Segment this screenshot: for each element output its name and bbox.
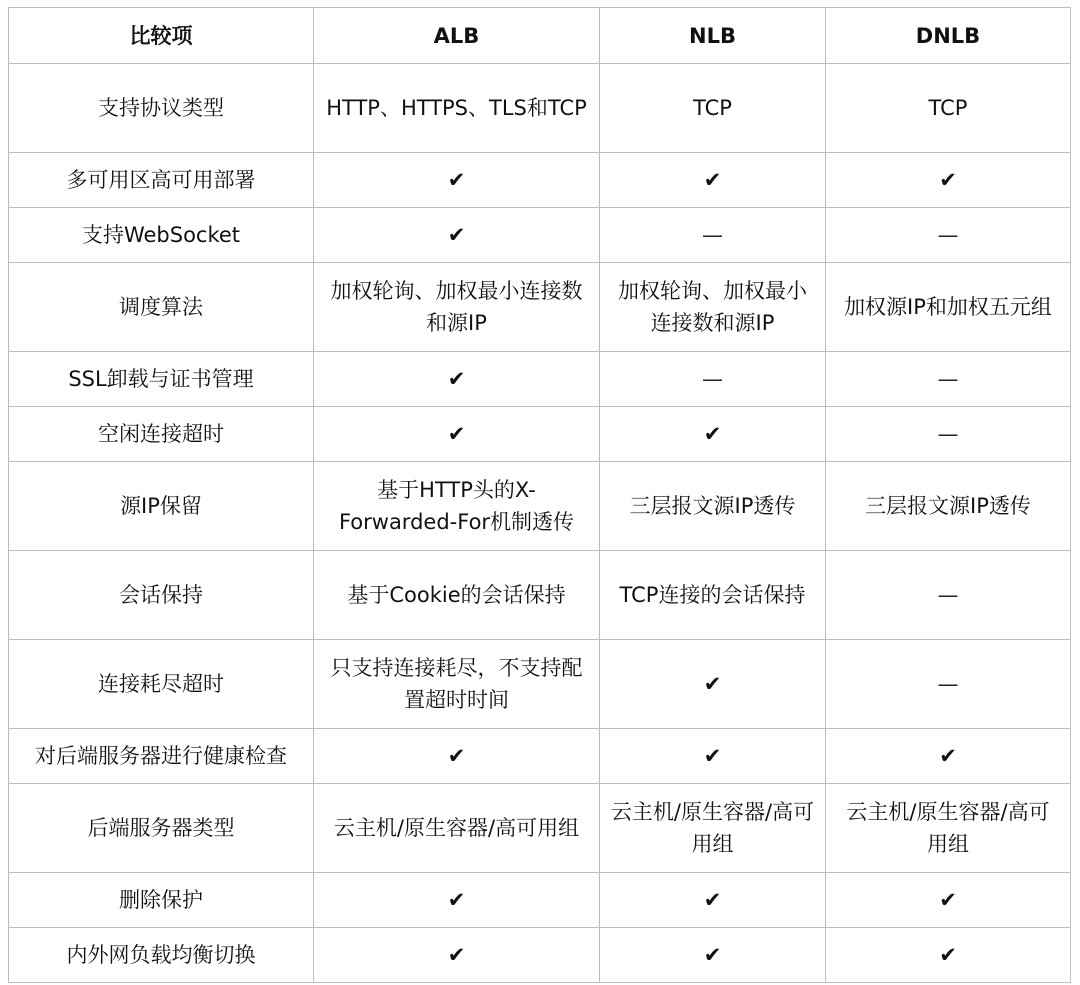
nlb-check-icon: ✔ (600, 729, 826, 784)
header-cell-dnlb: DNLB (826, 8, 1071, 64)
table-row (9, 784, 1071, 873)
table-row (9, 729, 1071, 784)
row-label-cell: 多可用区高可用部署 (9, 153, 314, 208)
table-row (9, 407, 1071, 462)
header-row (9, 8, 1071, 64)
nlb-check-icon: ✔ (600, 873, 826, 928)
alb-cell: 基于Cookie的会话保持 (314, 551, 600, 640)
nlb-check-icon: ✔ (600, 928, 826, 983)
nlb-check-icon: ✔ (600, 640, 826, 729)
alb-check-icon: ✔ (314, 153, 600, 208)
header-cell-item: 比较项 (9, 8, 314, 64)
alb-cell: 云主机/原生容器/高可用组 (314, 784, 600, 873)
dnlb-cell: TCP (826, 64, 1071, 153)
table-row (9, 208, 1071, 263)
row-label-cell: 支持协议类型 (9, 64, 314, 153)
row-label-cell: 对后端服务器进行健康检查 (9, 729, 314, 784)
nlb-check-icon: ✔ (600, 407, 826, 462)
alb-check-icon: ✔ (314, 352, 600, 407)
dnlb-check-icon: ✔ (826, 729, 1071, 784)
header-cell-alb: ALB (314, 8, 600, 64)
dnlb-check-icon: ✔ (826, 153, 1071, 208)
header-cell-nlb: NLB (600, 8, 826, 64)
dnlb-dash: — (826, 407, 1071, 462)
alb-cell: 基于HTTP头的X-Forwarded-For机制透传 (314, 462, 600, 551)
dnlb-cell: 三层报文源IP透传 (826, 462, 1071, 551)
dnlb-cell: 云主机/原生容器/高可用组 (826, 784, 1071, 873)
dnlb-dash: — (826, 352, 1071, 407)
row-label-cell: 连接耗尽超时 (9, 640, 314, 729)
row-label-cell: 源IP保留 (9, 462, 314, 551)
table-row (9, 462, 1071, 551)
alb-cell: HTTP、HTTPS、TLS和TCP (314, 64, 600, 153)
table-row (9, 64, 1071, 153)
alb-check-icon: ✔ (314, 873, 600, 928)
row-label-cell: 后端服务器类型 (9, 784, 314, 873)
alb-check-icon: ✔ (314, 729, 600, 784)
nlb-cell: 云主机/原生容器/高可用组 (600, 784, 826, 873)
dnlb-check-icon: ✔ (826, 873, 1071, 928)
dnlb-check-icon: ✔ (826, 928, 1071, 983)
table-row (9, 928, 1071, 983)
alb-cell: 只支持连接耗尽，不支持配置超时时间 (314, 640, 600, 729)
row-label-cell: 调度算法 (9, 263, 314, 352)
nlb-cell: TCP连接的会话保持 (600, 551, 826, 640)
table-row (9, 153, 1071, 208)
dnlb-dash: — (826, 640, 1071, 729)
table-row (9, 263, 1071, 352)
dnlb-cell: 加权源IP和加权五元组 (826, 263, 1071, 352)
alb-check-icon: ✔ (314, 208, 600, 263)
row-label-cell: 会话保持 (9, 551, 314, 640)
row-label-cell: 删除保护 (9, 873, 314, 928)
nlb-check-icon: ✔ (600, 153, 826, 208)
alb-check-icon: ✔ (314, 407, 600, 462)
alb-cell: 加权轮询、加权最小连接数和源IP (314, 263, 600, 352)
row-label-cell: 支持WebSocket (9, 208, 314, 263)
dnlb-dash: — (826, 208, 1071, 263)
table-row (9, 640, 1071, 729)
nlb-cell: 三层报文源IP透传 (600, 462, 826, 551)
row-label-cell: 内外网负载均衡切换 (9, 928, 314, 983)
row-label-cell: SSL卸载与证书管理 (9, 352, 314, 407)
row-label-cell: 空闲连接超时 (9, 407, 314, 462)
nlb-cell: TCP (600, 64, 826, 153)
alb-check-icon: ✔ (314, 928, 600, 983)
table-row (9, 352, 1071, 407)
nlb-dash: — (600, 352, 826, 407)
comparison-table (8, 7, 1071, 983)
table-row (9, 873, 1071, 928)
nlb-cell: 加权轮询、加权最小连接数和源IP (600, 263, 826, 352)
dnlb-dash: — (826, 551, 1071, 640)
table-row (9, 551, 1071, 640)
nlb-dash: — (600, 208, 826, 263)
